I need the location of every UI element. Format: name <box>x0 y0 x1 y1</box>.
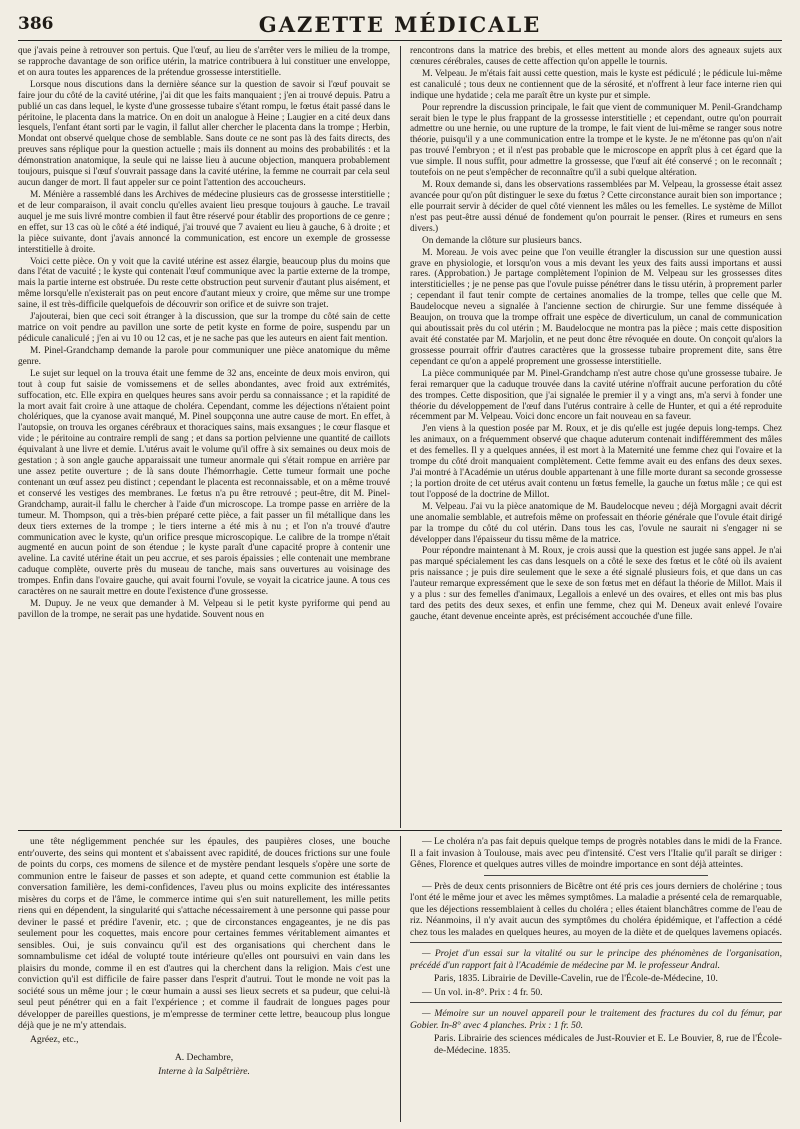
section-divider <box>18 830 782 831</box>
letter-column <box>18 836 390 1122</box>
news-item: — Près de deux cents prisonniers de Bicêtre ont été pris ces jours derniers de cholérine ; tous l'ont été le même jour et avec les mêmes symptômes. La maladie a présenté cela de remarquable, que les déjections ressemblaient à celles du choléra ; elles étaient blanchâtres comme de l'eau de riz. Néanmoins, il n'y avait aucun des symptômes du choléra épidémique, et l'affection a cédé chez tous les malades en quelques heures, au moyen de la diète et de quelques lavemens opiacés. <box>410 880 782 938</box>
report-section <box>18 46 782 828</box>
paragraph: Voici cette pièce. On y voit que la cavité utérine est assez élargie, beaucoup plus du moins que dans l'état de vacuité ; le kyste qui contenait l'œuf communique avec la partie externe de la trompe, mais la partie interne est obstruée. Du reste cette obstruction peut survenir d'autant plus aisément, et même lorsqu'elle n'existerait pas on peut encore d'autant mieux y croire, que même sur une trompe saine, il est très-difficile quelquefois de découvrir son orifice et de suivre son trajet. <box>18 256 390 311</box>
paragraph: J'ajouterai, bien que ceci soit étranger à la discussion, que sur la trompe du côté sain de cette matrice on voit pendre au pavillon une sorte de petit kyste en forme de poire, suspendu par un pédicule canaliculé ; j'en ai vu 10 ou 12 cas, et je ne sache pas que les auteurs en aient fait mention. <box>18 312 390 344</box>
page-header <box>18 10 782 41</box>
paragraph: J'en viens à la question posée par M. Roux, et je dis qu'elle est jugée depuis long-temps. Chez les animaux, on a fréquemment observé que chaque aduterum contenait indifféremment des mâles et des femelles. Il y a quelques années, il est mort à la Maternité une femme chez qui l'ovaire et la trompe du côté droit manquaient complètement. Cette femme avait eu des enfans des deux sexes. J'ai montré à l'Académie un utérus double appartenant à une fille morte durant sa seconde grossesse ; la portion droite de cet utérus avait contenu un fœtus femelle, la gauche un fœtus mâle ; ce qui est tout l'opposé de la doctrine de Millot. <box>410 424 782 500</box>
paragraph: Pour répondre maintenant à M. Roux, je crois aussi que la question est jugée sans appel. Je n'ai pas marqué spécialement les cas dans lesquels on a côté le sexe des fœtus et le côté où ils avaient pris naissance ; je puis dire seulement que le sexe a été signalé plusieurs fois, et que dans un cas l'auteur remarque expressément que le sexe de son fœtus met en défaut la théorie de Millot. Mais il y a plus : sur des femelles d'animaux, Legallois a enlevé un des ovaires, et elles ont mis bas plus tard des petits des deux sexes, et enfin une femme, chez qui M. Deneux avait enlevé l'ovaire gauche, étant devenue enceinte après, est précisément accouchée d'une fille. <box>410 546 782 623</box>
column-right <box>410 46 782 828</box>
news-item: — Le choléra n'a pas fait depuis quelque temps de progrès notables dans le midi de la France. Il a fait invasion à Toulouse, mais avec peu d'intensité. C'est vers l'Italie qu'il paraît se diriger : Gênes, Florence et quelques autres villes de moindre importance en sont déjà atteintes. <box>410 836 782 870</box>
paragraph: M. Velpeau. J'ai vu la pièce anatomique de M. Baudelocque neveu ; déjà Morgagni avait décrit une anomalie semblable, et autrefois même on professait en théorie générale que l'ovule était dirigé par la trompe du côté du col utérin. Dans tous les cas, l'ovule ne saurait ni s'engager ni se développer dans l'épaisseur du tissu même de la matrice. <box>410 501 782 545</box>
book-price: — Un vol. in-8°. Prix : 4 fr. 50. <box>422 986 543 998</box>
book-publisher: Paris. Librairie des sciences médicales de Just-Rouvier et E. Le Bouvier, 8, rue de l'École-de-Médecine. 1835. <box>434 1033 782 1056</box>
paragraph: On demande la clôture sur plusieurs bancs. <box>422 235 582 246</box>
book-notice <box>410 1008 782 1056</box>
letter-closing: Agréez, etc., <box>30 1033 79 1045</box>
paragraph: M. Roux demande si, dans les observations rassemblées par M. Velpeau, la grossesse était assez avancée pour qu'on pût distinguer le sexe du fœtus ? Cette circonstance aurait bien son importance ; elle pourrait servir à décider de quel côté viennent les mâles ou les femelles. Le système de Millot n'est pas peut-être aussi dénué de fondement qu'on pourrait le penser. (Rires et rumeurs en sens divers.) <box>410 180 782 234</box>
book-title: — Mémoire sur un nouvel appareil pour le traitement des fractures du col du fémur, par Gobier. In-8° avec 4 planches. Prix : 1 fr. 50. <box>410 1008 782 1031</box>
news-separator <box>484 875 707 876</box>
page-number: 386 <box>18 14 54 34</box>
book-publisher: Paris, 1835. Librairie de Deville-Cavelin, rue de l'École-de-Médecine, 10. <box>434 973 718 984</box>
column-divider <box>400 836 401 1122</box>
signature-role: Interne à la Salpêtrière. <box>158 1066 250 1078</box>
column-left <box>18 46 390 828</box>
signature <box>18 1051 390 1080</box>
book-title: — Projet d'un essai sur la vitalité ou sur le principe des phénomènes de l'organisation, précédé d'un rapport fait à l'Académie de médecine par M. le professeur Andral. <box>410 948 782 971</box>
paragraph: M. Ménière a rassemblé dans les Archives de médecine plusieurs cas de grossesse interstitielle ; et de leur comparaison, il avait conclu qu'elles avaient lieu presque toujours à gauche. Le travail auquel je me suis livré montre combien il faut être réservé pour établir des proportions de ce genre ; en effet, sur 13 cas où le côté a été indiqué, j'ai trouvé que 7 avaient eu lieu à gauche, 6 à droite ; et la pièce suivante, dont j'avais annoncé la communication, est encore un exemple de grossesse interstitielle à droite. <box>18 189 390 255</box>
paragraph: Lorsque nous discutions dans la dernière séance sur la question de savoir si l'œuf pouvait se faire jour du côté de la cavité utérine, j'ai dit que les faits manquaient ; j'en ai trouvé depuis. Patru a publié un cas dans lequel, le kyste d'une grossesse tubaire s'étant rompu, le fœtus était passé dans le péritoine, le placenta dans la matrice. On en doit un analogue à Heine ; Laugier en a cité deux dans lesquels, l'enfant étant sorti par le vagin, il fallut aller chercher le placenta dans la trompe ; Herbin, Mondat ont observé quelque chose de semblable. Sans doute ce ne sont pas là des faits directs, des preuves sans réplique pour la question actuelle ; mais ils donnent au moins des probabilités : et la démonstration anatomique, la seule qui ne laisse lieu à aucune objection, manquera probablement toujours, puisque si l'œuf s'ouvrait passage dans la cavité utérine, la femme ne courrait par cela seul aucun danger de mort. Il faut appeler sur ce point l'attention des accoucheurs. <box>18 79 390 189</box>
paragraph: Le sujet sur lequel on la trouva était une femme de 32 ans, enceinte de deux mois environ, qui tout à coup fut saisie de vomissemens et de selles abondantes, avec froid aux extrémités, suffocation, etc. Elle expira en quelques heures sans avoir perdu sa connaissance ; et la rapidité de la mort avait fait croire à une attaque de choléra. Cependant, comme les déjections n'étaient point cholériques, que la cyanose avait manqué, M. Pinel soupçonna une autre cause de mort. En effet, à l'autopsie, on trouva les organes cérébraux et thoraciques sains, mais exsangues ; le cœur flasque et vide ; le péritoine au contraire rempli de sang ; et dans sa portion pelvienne une quantité de caillots équivalant à une livre et demie. L'utérus avait le volume qu'il offre à six semaines ou deux mois de gestation ; à son angle gauche apparaissait une tumeur anormale qui s'était rompue en arrière par une assez petite ouverture ; de là sans doute l'hémorrhagie. Cette tumeur formait une poche contenant un œuf assez peu distinct ; cependant le placenta est reconnaissable, et on a même trouvé et conservé les vestiges des membranes. Le fœtus n'a pu être retrouvé ; peut-être, dit M. Pinel-Grandchamp, aurait-il fallu le chercher à l'aide d'un microscope. La trompe passe en arrière de la tumeur. M. Thompson, qui a très-bien préparé cette pièce, a fait passer un fil métallique dans les deux tiers externes de la trompe ; le tiers interne a été mis à nu ; et l'on n'a trouvé d'autre communication avec le kyste, qu'un orifice presque microscopique. Le calibre de la trompe n'était augmenté en aucun point de son étendue ; le kyste paraît d'une capacité propre à contenir une aveline. La cavité utérine était un peu accrue, et ses parois épaissies ; elle contenait une membrane caduque complète, ouverte près du museau de tanche, mais sans ouvertures au voisinage des trompes. Enfin dans l'ovaire gauche, qui avait fourni l'ovule, se voyait la cicatrice jaune. A tous ces caractères on ne saurait mettre en doute l'existence d'une grossesse. <box>18 368 390 598</box>
column-divider <box>400 46 401 828</box>
signature-name: A. Dechambre, <box>174 1052 234 1063</box>
paragraph: que j'avais peine à retrouver son pertuis. Que l'œuf, au lieu de s'arrêter vers le milieu de la trompe, se rapproche davantage de son orifice utérin, la matrice contribuera à lui constituer une enveloppe, et on aura toutes les apparences de la prétendue grossesse interstitielle. <box>18 46 390 78</box>
journal-title: GAZETTE MÉDICALE <box>258 12 542 37</box>
books-separator <box>410 1002 782 1003</box>
paragraph: M. Pinel-Grandchamp demande la parole pour communiquer une pièce anatomique du même genre. <box>18 345 390 367</box>
paragraph: rencontrons dans la matrice des brebis, et elles mettent au monde alors des agneaux sujets aux cœnures cérébrales, causes de cette affection qu'on appelle le tournis. <box>410 46 782 67</box>
paragraph: La pièce communiquée par M. Pinel-Grandchamp n'est autre chose qu'une grossesse tubaire. Je ferai remarquer que la caduque trouvée dans la cavité utérine n'offrait aucune perforation du côté des trompes. Cette disposition, que j'ai signalée le premier il y a vingt ans, m'a servi à fonder une théorie du développement de l'œuf dans l'utérus contraire à celle de Hunter, et qui a été reproduite récemment par M. Velpeau. Voici donc encore un fait nouveau en sa faveur. <box>410 368 782 423</box>
letter-paragraph: une tête négligemment penchée sur les épaules, des paupières closes, une bouche entr'ouverte, des seins qui montent et s'abaissent avec rapidité, de douces frictions sur une foule de points du corps, ces momens de silence et de mystère pendant lesquels s'opère une sorte de communion entre le faiseur de passes et son adepte, et quand cette communion est établie la conversation familière, les demi-confidences, l'aveu plus ou moins explicite des intéressantes misères du corps et de l'âme, le commerce intime qui s'en suit naturellement, les mille petits riens qui en dépendent, la singularité qui s'attache nécessairement à une personne qui passe pour deviner le passé et prédire l'avenir, etc. ; que de circonstances engageantes, je ne dis pas seulement pour les coquettes, mais encore pour certaines femmes véritablement aimantes et sensibles. Oui, je suis convaincu qu'il est des organisations qui cherchent dans le somnambulisme cet idéal de volupté toute intérieure qu'elles ont poursuivi en vain dans les plaisirs du monde, comme il en est d'autres qui la cherchent dans la religion. Mais c'est une conviction qu'il est difficile de faire passer dans l'esprit d'autrui. Tout le monde ne voit pas la société sous un même jour ; le cœur humain a aussi ses lieux secrets et sa pudeur, que celui-là seul peut pénétrer qui en a fait l'expérience ; et comme il faudrait de longues pages pour développer de pareilles questions, je m'empresse de terminer cette lettre, beaucoup plus longue déjà que je ne m'y attendais. <box>18 836 390 1031</box>
paragraph: M. Dupuy. Je ne veux que demander à M. Velpeau si le petit kyste pyriforme qui pend au pavillon de la trompe, ne serait pas une hydatide. Souvent nous en <box>18 599 390 621</box>
paragraph: M. Velpeau. Je m'étais fait aussi cette question, mais le kyste est pédiculé ; le pédicule lui-même est canaliculé ; tous deux ne contiennent que de la sérosité, et n'offrent à leur face interne rien qui indique une hydatide ; cela me paraît être un kyste pur et simple. <box>410 68 782 101</box>
paragraph: M. Moreau. Je vois avec peine que l'on veuille étrangler la discussion sur une question aussi grave en physiologie, et lorsqu'on vous a mis devant les yeux des faits aussi importans et aussi rares. (Approbation.) Je partage complètement l'opinion de M. Velpeau sur les grossesses dites interstiticielles ; je ne pense pas que l'ovule puisse pénétrer dans le tissu utérin, à proprement parler ; cependant il faut tenir compte de certaines anomalies de la trompe, telles que celle que M. Baudelocque neveu a signalée à l'ancienne section de chirurgie. Sur une femme disséquée à Beaujon, on trouva que la trompe offrait une espèce de diverticulum, un canal de communication qui aboutissait près du col utérin ; M. Baudelocque ne montra pas la pièce ; mais cette disposition avait été constatée par M. Marjolin, et ne peut donc être révoquée en doute. On conçoit qu'alors la grossesse pourrait offrir d'autres caractères que la grossesse tubaire proprement dite, sans être cependant ce qu'on a appelé proprement une grossesse interstitielle. <box>410 247 782 367</box>
newspaper-page <box>18 10 782 1122</box>
books-separator <box>410 942 782 943</box>
feuilleton-section <box>18 836 782 1122</box>
book-notice <box>410 948 782 998</box>
news-column <box>410 836 782 1122</box>
paragraph: Pour reprendre la discussion principale, le fait que vient de communiquer M. Penil-Grandchamp serait bien le type le plus frappant de la grossesse interstitielle ; et cependant, outre qu'on pourrait admettre ou une hernie, ou une rupture de la trompe, le fait vient de lui-même se ranger sous notre théorie, puisqu'il y a une communication entre la trompe et le kyste. Je ne m'étonne pas qu'on n'ait pas trouvé l'embryon ; et il n'est pas probable que le microscope en apprît plus à cet égard que la vue simple. Il nous suffit, pour admettre la grossesse, que l'œuf ait été conservé ; on le reconnaît ; toutefois on ne peut s'empêcher de reconnaître qu'il a subi quelque altération. <box>410 102 782 179</box>
